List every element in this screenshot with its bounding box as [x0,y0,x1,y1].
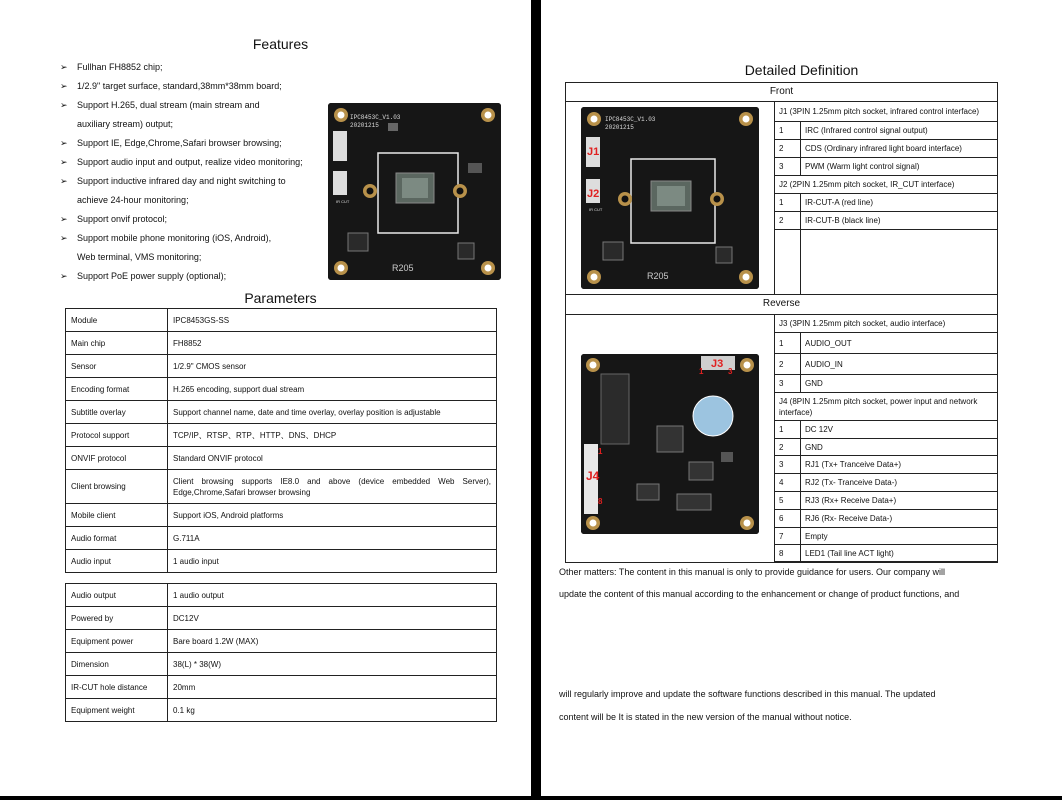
table-row: Client browsing Client browsing supports IE8.0 and above (device embedded Web Server), Edge,Chrome,Safari browser browsing [66,470,497,504]
pin-8-label: 8 [598,497,603,506]
list-item: ➢ Support onvif protocol; [60,210,330,229]
table-row: Equipment weight 0.1 kg [66,699,497,722]
reverse-pin-table [774,314,998,562]
table-row: J4 (8PIN 1.25mm pitch socket, power input and network interface) [775,393,998,421]
table-row: 4 RJ2 (Tx- Tranceive Data-) [775,474,998,492]
features-title: Features [252,36,309,52]
table-row: 2 AUDIO_IN [775,354,998,375]
table-row: Module IPC8453GS-SS [66,309,497,332]
table-row: Dimension 38(L) * 38(W) [66,653,497,676]
table-row: ONVIF protocol Standard ONVIF protocol [66,447,497,470]
list-item: ➢ Support H.265, dual stream (main stream and [60,96,330,115]
list-item: ➢ Support PoE power supply (optional); [60,267,330,286]
buzzer-component [693,396,733,436]
list-item: ➢ Support audio input and output, realize video monitoring; [60,153,330,172]
table-row: 5 RJ3 (Rx+ Receive Data+) [775,492,998,510]
board-front-photo [328,103,501,280]
table-row: 1 AUDIO_OUT [775,333,998,354]
front-label: Front [769,86,794,97]
silk-ircut: IR CUT [589,207,603,212]
arrow-icon: ➢ [60,176,68,186]
table-row: Equipment power Bare board 1.2W (MAX) [66,630,497,653]
parameters-table-2 [65,583,497,722]
list-item: ➢ Fullhan FH8852 chip; [60,58,330,77]
manual-page-right [541,0,1062,796]
list-item-continuation: auxiliary stream) output; [77,119,174,129]
table-row: 2 CDS (Ordinary infrared light board interface) [775,140,998,158]
table-row: IR-CUT hole distance 20mm [66,676,497,699]
silk-date: 20201215 [605,124,634,131]
table-row: 1 DC 12V [775,421,998,439]
table-row: 6 RJ6 (Rx- Receive Data-) [775,510,998,528]
list-item-continuation: Web terminal, VMS monitoring; [77,252,202,262]
parameters-title: Parameters [244,290,317,306]
front-pin-table [774,101,998,295]
arrow-icon: ➢ [60,214,68,224]
table-row: Audio input 1 audio input [66,550,497,573]
other-matters-line: update the content of this manual according to the enhancement or change of product functions, and [559,589,960,599]
manual-page-left [0,0,531,796]
table-row: Subtitle overlay Support channel name, date and time overlay, overlay position is adjustable [66,401,497,424]
other-matters-line: content will be It is stated in the new version of the manual without notice. [559,712,852,722]
table-row [775,230,998,295]
list-item: ➢ Support inductive infrared day and night switching to [60,172,330,191]
table-row: 1 IRC (Infrared control signal output) [775,122,998,140]
table-row: Powered by DC12V [66,607,497,630]
definition-title: Detailed Definition [744,62,859,78]
label-j4: J4 [586,469,600,483]
table-row: Main chip FH8852 [66,332,497,355]
table-row: 7 Empty [775,528,998,545]
pin-1-label: 1 [598,447,603,456]
label-j2: J2 [587,188,600,200]
silk-date: 20201215 [350,122,379,129]
other-matters-line: Other matters: The content in this manual is only to provide guidance for users. Our company will [559,567,946,577]
arrow-icon: ➢ [60,233,68,243]
table-row: Audio output 1 audio output [66,584,497,607]
other-matters-line: will regularly improve and update the software functions described in this manual. The updated [559,689,936,699]
connector-j2 [333,171,347,195]
table-row: J2 (2PIN 1.25mm pitch socket, IR_CUT interface) [775,176,998,194]
reverse-label: Reverse [762,298,801,309]
table-row: 2 GND [775,439,998,456]
table-row: 3 PWM (Warm light control signal) [775,158,998,176]
features-list [60,58,330,286]
table-row: 8 LED1 (Tail line ACT light) [775,545,998,562]
pin-1-label: 1 [699,367,704,376]
board-front-annotated-photo [581,107,759,289]
table-row: 3 RJ1 (Tx+ Tranceive Data+) [775,456,998,474]
silk-r205: R205 [392,263,414,273]
label-j1: J1 [587,146,600,158]
main-chip [657,426,683,452]
arrow-icon: ➢ [60,138,68,148]
silk-r205: R205 [647,271,669,281]
ethernet-transformer [601,374,629,444]
connector-j1 [333,131,347,161]
table-row: Sensor 1/2.9" CMOS sensor [66,355,497,378]
arrow-icon: ➢ [60,157,68,167]
table-row: Mobile client Support iOS, Android platforms [66,504,497,527]
arrow-icon: ➢ [60,100,68,110]
table-row: Audio format G.711A [66,527,497,550]
parameters-table-1 [65,308,497,573]
table-row: J3 (3PIN 1.25mm pitch socket, audio interface) [775,315,998,333]
table-row: Encoding format H.265 encoding, support dual stream [66,378,497,401]
label-j3: J3 [711,358,724,370]
list-item: ➢ 1/2.9" target surface, standard,38mm*38mm board; [60,77,330,96]
silk-model: IPC8453C_V1.03 [605,116,656,123]
board-rear-annotated-photo [581,354,759,534]
pin-3-label: 3 [728,367,733,376]
table-row: 3 GND [775,375,998,393]
table-row: J1 (3PIN 1.25mm pitch socket, infrared control interface) [775,102,998,122]
arrow-icon: ➢ [60,62,68,72]
list-item: ➢ Support mobile phone monitoring (iOS, Android), [60,229,330,248]
table-row: 2 IR-CUT-B (black line) [775,212,998,230]
silk-model: IPC8453C_V1.03 [350,114,401,121]
table-row: Protocol support TCP/IP、RTSP、RTP、HTTP、DNS、DHCP [66,424,497,447]
list-item-continuation: achieve 24-hour monitoring; [77,195,189,205]
arrow-icon: ➢ [60,81,68,91]
arrow-icon: ➢ [60,271,68,281]
table-row: 1 IR-CUT-A (red line) [775,194,998,212]
list-item: ➢ Support IE, Edge,Chrome,Safari browser browsing; [60,134,330,153]
silk-ircut: IR CUT [336,199,350,204]
